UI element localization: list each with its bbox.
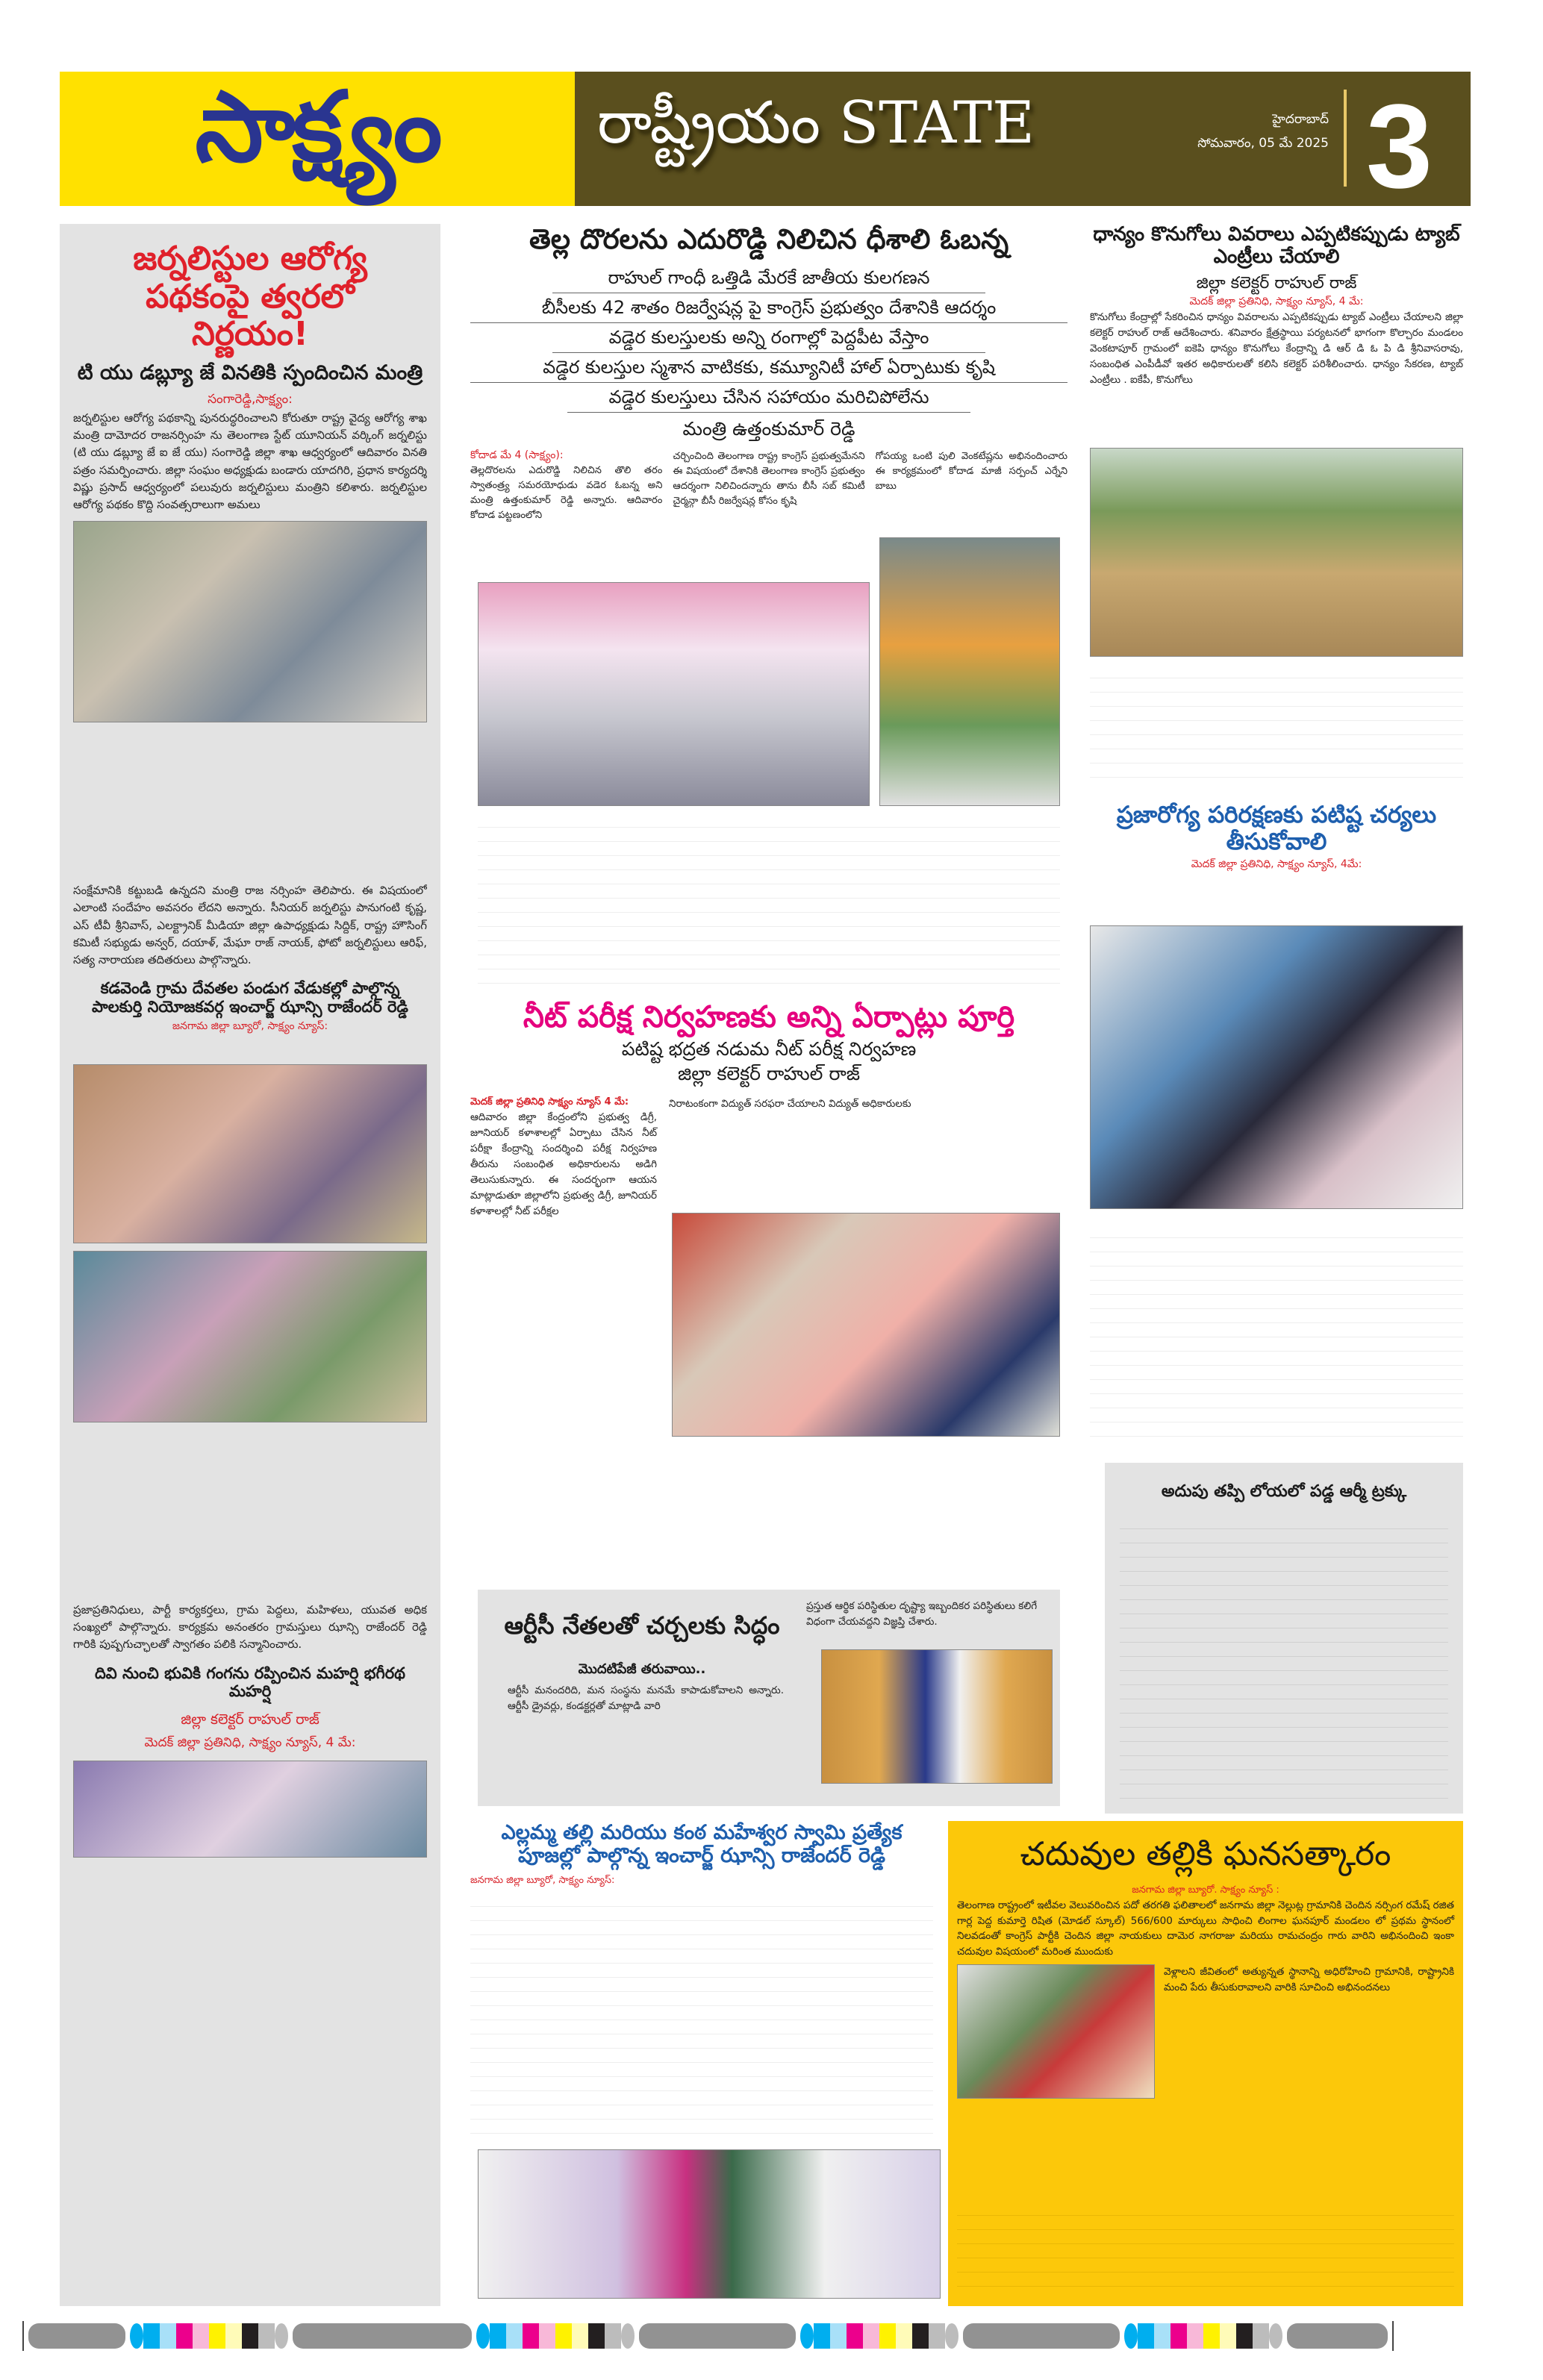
headline: ప్రజారోగ్య పరిరక్షణకు పటిష్ట చర్యలు తీసుకోవాలి (1116, 802, 1437, 855)
photo-festival-2 (73, 1251, 427, 1422)
story-bhagiratha (60, 1654, 440, 1858)
section-title: రాష్ట్రీయం STATE (597, 90, 1035, 157)
story-public-health (1090, 802, 1463, 872)
headline: ఎల్లమ్మ తల్లి మరియు కంఠ మహేశ్వర స్వామి ప్రత్యేక పూజల్లో పాల్గొన్న ఇంచార్జ్ ఝాన్సి రాజేందర్ రెడ్డి (501, 1821, 903, 1868)
crop-mark (22, 2321, 24, 2351)
photo-collector-exam-center (672, 1213, 1060, 1437)
masthead-city: హైదరాబాద్ (1272, 112, 1329, 127)
article-body: తెలంగాణ రాష్ట్రంలో ఇటీవల వెలువరించిన పదో తరగతి ఫలితాలలో జనగామ జిల్లా నెల్లుట్ల గ్రామానికి చెందిన నర్సింగ రమేష్ రజిత గార్ల పెద్ద కుమార్తె రిషిత (మోడల్ స్కూల్) 566/600 మార్కులు సాధించి లింగాల ఘనపూర్ మండలం లో ప్రథమ స్థానంలో నిలవడంతో కాంగ్రెస్ పార్టీకి చెందిన జిల్లా నాయకులు దామెర నాగరాజు మరియు రామచంద్రం గారు వారిని అభినందించి ఇంకా చదువుల విషయంలో మరింత ముందుకు (957, 1899, 1454, 1958)
headline: అదుపు తప్పి లోయలో పడ్డ ఆర్మీ ట్రక్కు (1161, 1482, 1407, 1501)
headline: కడవెండి గ్రామ దేవతల పండుగ వేడుకల్లో పాల్గొన్న పాలకుర్తి నియోజకవర్గ ఇంచార్జ్ ఝాన్సి రాజేందర్ రెడ్డి (92, 979, 408, 1016)
dateline: జనగామ జిల్లా బ్యూరో. సాక్ష్యం న్యూస్ : (1132, 1884, 1279, 1896)
article-body: కొనుగోలు కేంద్రాల్లో సేకరించిన ధాన్యం వివరాలను ఎప్పటికప్పుడు ట్యాబ్ ఎంట్రీలు చేయాలని జిల్లా కలెక్టర్ రాహుల్ రాజ్ ఆదేశించారు. శనివారం క్షేత్రస్థాయి పర్యటనలో భాగంగా కొల్చారం మండలం వెంకటాపూర్ గ్రామంలో ఐకెపి ధాన్యం కొనుగోలు కేంద్రాన్ని డి ఆర్ డి ఓ పి డి శ్రీనివాసరావు, సంబంధిత ఎంపీడీవో ఇతర అధికారులతో కలిసి కలెక్టర్ పరిశీలించారు. ధాన్యం సేకరణ, ట్యాబ్ ఎంట్రీలు . ఐకేపీ, కొనుగోలు (1090, 311, 1463, 387)
story-rtc-talks (478, 1590, 1060, 1806)
photo-transport-minister (821, 1649, 1053, 1784)
print-color-bar (0, 2321, 1543, 2351)
article-body: చర్చించింది తెలంగాణ రాష్ట్ర కాంగ్రెస్ ప్రభుత్వమేనని ఈ విషయంలో దేశానికి తెలంగాణ కాంగ్రెస్ ప్రభుత్వం ఆదర్శంగా నిలిచిందన్నారు తాను బీసీ సబ్ కమిటీ చైర్మన్గా బీసీ రిజర్వేషన్ల కోసం కృషి (673, 450, 865, 507)
photo-festival-1 (73, 1064, 427, 1243)
article-body: నిరాటంకంగా విద్యుత్ సరఫరా చేయాలని విద్యుత్ అధికారులకు (669, 1098, 911, 1110)
article-body: తెల్లదొరలను ఎదురొడ్డి నిలిచిన తొలి తరం స్వాతంత్ర్య సమరయోధుడు వడెర ఓబన్న అని మంత్రి ఉత్తంకుమార్ రెడ్డి అన్నారు. ఆదివారం కోదాడ పట్టణంలోని (470, 464, 663, 522)
crop-mark (1392, 2321, 1394, 2351)
dateline: జనగామ జిల్లా బ్యూరో, సాక్ష్యం న్యూస్: (172, 1019, 328, 1032)
headline: తెల్ల దొరలను ఎదురొడ్డి నిలిచిన ధీశాలి ఓబన్న (529, 223, 1009, 255)
byline: జిల్లా కలెక్టర్ రాహుల్ రాజ్ (677, 1062, 861, 1084)
subheadline: టి యు డబ్ల్యూ జే వినతికి స్పందించిన మంత్రి (77, 360, 423, 384)
article-body-continued: ప్రజాప్రతినిధులు, పార్టీ కార్యకర్తలు, గ్రామ పెద్దలు, మహిళలు, యువత అధిక సంఖ్యలో పాల్గొన్నారు. కార్యక్రమ అనంతరం గ్రామస్తులు ఝాన్సి రాజేందర్ రెడ్డి గారికి పుష్పగుచ్ఛాలతో స్వాగతం పలికి సన్మానించారు. (73, 1602, 427, 1652)
byline: మంత్రి ఉత్తంకుమార్ రెడ్డి (682, 418, 855, 440)
deck: పటిష్ట భద్రత నడుమ నీట్ పరీక్ష నిర్వహణ (621, 1038, 917, 1060)
story-yellamma-pooja (470, 1821, 933, 2139)
photo-student-felicitation (957, 1964, 1155, 2099)
article-body: ఆదివారం జిల్లా కేంద్రంలోని ప్రభుత్వ డిగ్రీ, జూనియర్ కళాశాలల్లో ఏర్పాటు చేసిన నీట్ పరీక్షా కేంద్రాన్ని సందర్శించి పరీక్ష నిర్వహణ తీరును సంబంధిత అధికారులను అడిగి తెలుసుకున్నారు. ఈ సందర్భంగా ఆయన మాట్లాడుతూ జిల్లాలోని ప్రభుత్వ డిగ్రీ, జూనియర్ కళాశాలల్లో నీట్ పరీక్షల (470, 1111, 657, 1217)
deck-line: వడ్డెర కులస్తులు చేసిన సహాయం మరిచిపోలేను (567, 383, 970, 413)
neet-story (470, 1000, 1067, 1219)
subheadline: జిల్లా కలెక్టర్ రాహుల్ రాజ్ (181, 1711, 319, 1728)
photo-grain-bags (1090, 448, 1463, 657)
dateline: మెదక్ జిల్లా ప్రతినిధి, సాక్ష్యం న్యూస్, 4మే: (1191, 858, 1362, 871)
headline: ధాన్యం కొనుగోలు వివరాలు ఎప్పటికప్పుడు ట్యాబ్ ఎంట్రీలు చేయాలి (1093, 223, 1460, 268)
dateline: మెదక్ జిల్లా ప్రతినిధి, సాక్ష్యం న్యూస్, 4 మే: (144, 1734, 356, 1750)
neet-columns (470, 1096, 1067, 1219)
headline: ఆర్టీసీ నేతలతో చర్చలకు సిద్ధం (504, 1611, 780, 1640)
dateline: కోదాడ మే 4 (సాక్ష్యం): (470, 449, 564, 461)
deck-line: బీసీలకు 42 శాతం రిజర్వేషన్ల పై కాంగ్రెస్ ప్రభుత్వం దేశానికి ఆదర్శం (470, 293, 1067, 323)
article-body: గోపయ్య ఒంటి పులి వెంకటేష్లను అభినందించారు ఈ కార్యక్రమంలో కోదాడ మాజీ సర్పంచ్ ఎర్నేని బాబు (875, 450, 1067, 493)
article-body-side: వెళ్లాలని జీవితంలో అత్యున్నత స్థానాన్ని అధిరోహించి గ్రామానికి, రాష్ట్రానికి మంచి పేరు తీసుకురావాలని వారికి సూచించి అభినందనలు (1164, 1966, 1454, 1994)
page-number: 3 (1366, 79, 1433, 213)
article-body-continued: సంక్షేమానికి కట్టుబడి ఉన్నదని మంత్రి రాజ నర్సింహ తెలిపారు. ఈ విషయంలో ఎలాంటి సందేహం అవసరం లేదని అన్నారు. సీనియర్ జర్నలిస్టు పానుగంటి కృష్ణ, ఎస్ టీవీ శ్రీనివాస్, ఎలక్ట్రానిక్ మీడియా జిల్లా ఉపాధ్యక్షుడు సిద్దిక్, రాష్ట్ర హౌసింగ్ కమిటీ సభ్యుడు అన్వర్, దయాళ్, మేఘా రాజ్ నాయక్, ఫోటో జర్నలిస్టులు ఆరిఫ్, సత్య నారాయణ తదితరులు పాల్గొన్నారు. (73, 884, 427, 967)
deck-line: రాహుల్ గాంధీ ఒత్తిడి మేరకే జాతీయ కులగణన (552, 263, 985, 293)
article-body: ఆర్టీసీ మనందరిది, మన సంస్థను మనమే కాపాడుకోవాలని అన్నారు. ఆర్టీసీ డ్రైవర్లు, కండక్టర్లతో మాట్లాడి వారి (508, 1684, 784, 1712)
deck-line: వడ్డెర కులస్తుల స్మశాన వాటికకు, కమ్యూనిటీ హాల్ ఏర్పాటుకు కృషి (470, 353, 1067, 383)
headline: నీట్ పరీక్ష నిర్వహణకు అన్ని ఏర్పాట్లు పూర్తి (523, 1000, 1015, 1034)
byline: జిల్లా కలెక్టర్ రాహుల్ రాజ్ (1196, 273, 1357, 293)
deck-list (470, 263, 1067, 446)
dateline: మెదక్ జిల్లా ప్రతినిధి సాక్ష్యం న్యూస్ 4 మే: (470, 1096, 629, 1108)
photo-bhagiratha-jayanthi (73, 1761, 427, 1858)
left-column (60, 224, 440, 2306)
deck-line: వడ్డెర కులస్తులకు అన్ని రంగాల్లో పెద్దపీట వేస్తాం (552, 323, 985, 353)
dateline: జనగామ జిల్లా బ్యూరో, సాక్ష్యం న్యూస్: (470, 1875, 615, 1887)
dateline: సంగారెడ్డి,సాక్ష్యం: (208, 391, 293, 407)
masthead-divider (1344, 90, 1347, 187)
story-journalists-health (60, 224, 440, 969)
logo-text: సాక్ష్యం (195, 70, 440, 184)
story-kadavendi-festival (60, 969, 440, 1653)
headline: దివి నుంచి భువికి గంగను రప్పించిన మహర్షి భగీరథ మహర్షి (94, 1664, 405, 1700)
story-army-truck (1105, 1463, 1463, 1814)
story-grain-procurement (1090, 224, 1463, 388)
article-body: జర్నలిస్టుల ఆరోగ్య పథకాన్ని పునరుద్ధరించాలని కోరుతూ రాష్ట్ర వైద్య ఆరోగ్య శాఖ మంత్రి దామోదర రాజనర్సింహ ను తెలంగాణ స్టేట్ యూనియన్ వర్కింగ్ జర్నలిస్టు (టి యు డబ్ల్యూ జే ఐ జే యు) సంగారెడ్డి జిల్లా శాఖ ఆధ్వర్యంలో ఆదివారం వినతి పత్రం సమర్పించారు. జిల్లా సంఘం అధ్యక్షుడు బండారు యాదగిరి, ప్రధాన కార్యదర్శి విష్ణు ప్రసాద్ ఆధ్వర్యంలో పలువురు జర్నలిస్టులు మంత్రిని కలిశారు. జర్నలిస్టుల ఆరోగ్య పథకం కొద్ది సంవత్సరాలుగా అమలు (73, 410, 427, 512)
photo-journalists-meet-minister (73, 521, 427, 722)
photo-minister-speaking (478, 582, 870, 806)
article-body: ప్రస్తుత ఆర్థిక పరిస్థితుల దృష్ట్యా ఇబ్బందికర పరిస్థితులు కలిగే విధంగా చేయవద్దని విజ్ఞప్తి చేశారు. (806, 1600, 1038, 1628)
headline: చదువుల తల్లికి ఘనసత్కారం (1020, 1835, 1391, 1873)
lead-story (470, 224, 1067, 524)
lead-story-continued (478, 813, 1060, 985)
masthead-logo (60, 72, 575, 206)
headline: జర్నలిస్టుల ఆరోగ్య పథకంపై త్వరలో నిర్ణయం! (133, 240, 367, 354)
masthead-date: సోమవారం, 05 మే 2025 (1197, 136, 1329, 151)
dateline: మెదక్ జిల్లా ప్రతినిధి, సాక్ష్యం న్యూస్, 4 మే: (1189, 296, 1364, 308)
story-felicitation (948, 1821, 1463, 2306)
photo-statue-garland (879, 537, 1060, 806)
kicker: మొదటిపేజీ తరువాయి.. (578, 1661, 706, 1677)
lead-story-columns (470, 449, 1067, 524)
photo-temple-pooja (478, 2149, 941, 2299)
photo-health-checkup (1090, 925, 1463, 1209)
